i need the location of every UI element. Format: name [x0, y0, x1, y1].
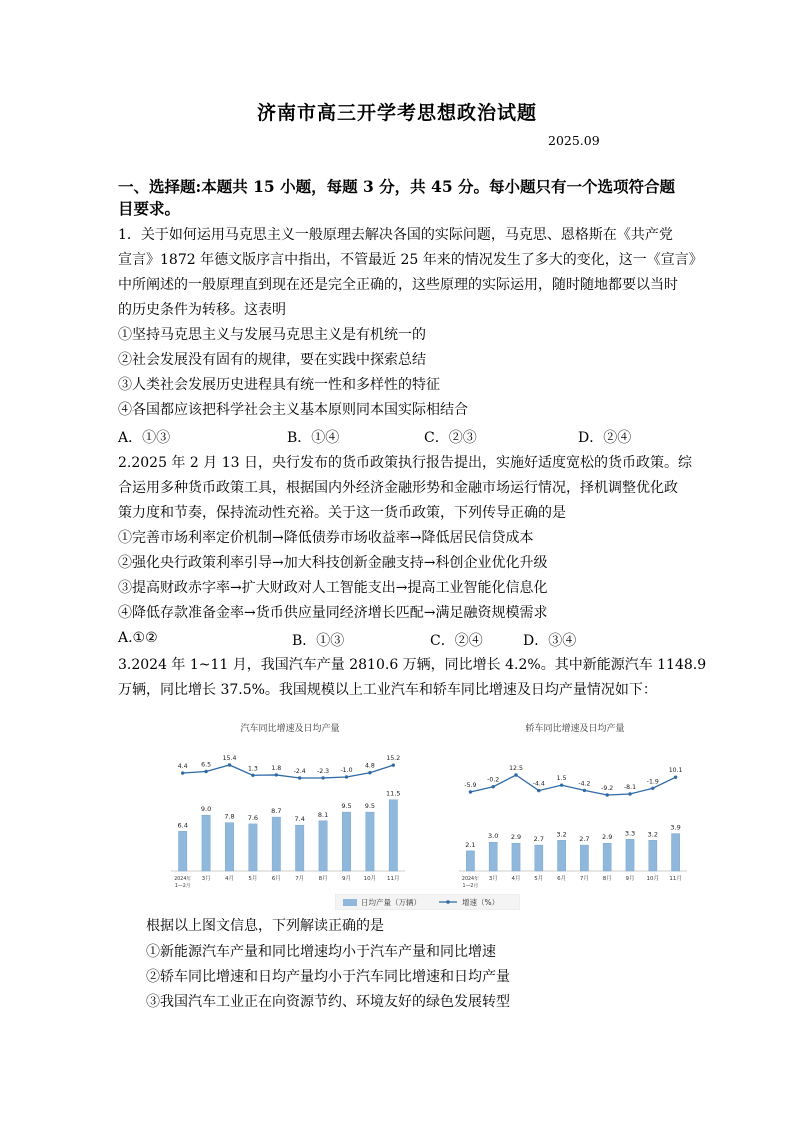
sedan-category-label: 8月: [602, 876, 612, 882]
sedan-category-label: 1—2月: [462, 884, 479, 889]
car-chart-title: 汽车同比增速及日均产量: [240, 724, 340, 734]
car-growth-label: 4.8: [364, 762, 375, 770]
sedan-growth-point: [469, 790, 472, 793]
car-bar: [202, 815, 210, 871]
car-category-label: 11月: [387, 876, 400, 882]
legend-line-marker: [446, 900, 450, 904]
sedan-growth-label: 12.5: [509, 765, 523, 772]
sedan-category-label: 10月: [646, 876, 660, 882]
car-bar: [319, 821, 327, 871]
section-heading-line-1: 一、选择题:本题共 15 小题，每题 3 分，共 45 分。每小题只有一个选项符合题: [118, 177, 676, 196]
sedan-growth-point: [651, 787, 654, 790]
q2-option-a: A.①②: [118, 630, 158, 646]
sedan-growth-label: -4.2: [578, 780, 591, 788]
sedan-growth-label: -0.2: [487, 776, 500, 784]
car-growth-label: 15.4: [222, 755, 237, 762]
legend-bar-swatch: [343, 899, 357, 906]
car-growth-label: 1.8: [271, 764, 282, 772]
q2-item-4: ④降低存款准备金率→货币供应量同经济增长匹配→满足融资规模需求: [118, 605, 548, 621]
car-bar: [366, 812, 374, 871]
legend-line-label: 增速（%）: [462, 898, 500, 907]
car-growth-point: [204, 770, 207, 773]
car-growth-label: 4.4: [177, 763, 188, 771]
q2-item-3: ③提高财政赤字率→扩大财政对人工智能支出→提高工业智能化信息化: [118, 580, 548, 596]
sedan-bar: [489, 842, 497, 871]
q2-option-b: B．①③: [292, 633, 345, 649]
q1-option-b: B．①④: [287, 430, 340, 446]
car-category-label: 7月: [295, 876, 305, 882]
car-bar-label: 9.5: [364, 802, 376, 811]
sedan-growth-point: [560, 783, 563, 786]
car-growth-output-chart: [165, 715, 415, 895]
car-category-label: 6月: [271, 876, 281, 882]
car-growth-point: [298, 776, 301, 779]
car-growth-line: [183, 762, 394, 778]
q3-line-2: 万辆，同比增长 37.5%。我国规模以上工业汽车和轿车同比增速及日均产量情况如下：: [118, 682, 657, 698]
sedan-growth-point: [606, 793, 609, 796]
car-growth-label: -1.0: [340, 766, 353, 774]
car-growth-label: 15.2: [386, 755, 401, 763]
q2-option-d: D．③④: [523, 633, 577, 649]
sedan-growth-output-chart: [455, 715, 695, 895]
q1-item-1: ①坚持马克思主义与发展马克思主义是有机统一的: [118, 327, 426, 343]
sedan-bar-label: 3.9: [670, 823, 681, 832]
q2-item-1: ①完善市场利率定价机制→降低债券市场收益率→降低居民信贷成本: [118, 530, 534, 546]
sedan-bar-label: 3.0: [488, 832, 499, 841]
exam-date: 2025.09: [548, 133, 600, 148]
q1-option-a: A．①③: [118, 430, 171, 446]
car-bar-label: 9.0: [200, 805, 212, 814]
q1-line-3: 中所阐述的一般原理直到现在还是完全正确的，这些原理的实际运用，随时随地都要以当时: [118, 277, 678, 293]
car-category-label: 1—2月: [174, 884, 191, 889]
sedan-category-label: 9月: [625, 876, 635, 882]
page-title: 济南市高三开学考思想政治试题: [256, 102, 537, 124]
sedan-bar-label: 2.9: [602, 833, 613, 842]
q1-item-2: ②社会发展没有固有的规律，要在实践中探索总结: [118, 352, 426, 368]
sedan-bar: [557, 840, 565, 871]
sedan-bar-label: 2.7: [533, 835, 544, 844]
q3-item-1: ①新能源汽车产量和同比增速均小于汽车产量和同比增速: [146, 944, 496, 960]
q2-option-c: C．②④: [430, 633, 483, 649]
sedan-category-label: 7月: [579, 876, 589, 882]
car-growth-point: [392, 763, 395, 766]
sedan-category-label: 2024年: [461, 877, 479, 882]
sedan-growth-label: -9.2: [601, 785, 614, 792]
sedan-category-label: 11月: [669, 876, 682, 882]
sedan-growth-line: [470, 775, 675, 795]
car-growth-label: 6.5: [201, 761, 212, 769]
car-category-label: 4月: [225, 876, 234, 882]
sedan-category-label: 5月: [534, 876, 544, 882]
car-category-label: 8月: [318, 876, 328, 882]
sedan-bar-label: 3.3: [624, 829, 636, 838]
car-bar-label: 9.5: [341, 802, 352, 811]
q1-line-4: 的历史条件为转移。这表明: [118, 302, 286, 318]
sedan-growth-point: [514, 773, 517, 776]
q1-item-3: ③人类社会发展历史进程具有统一性和多样性的特征: [118, 377, 440, 393]
car-growth-label: -2.3: [317, 767, 330, 775]
sedan-bar-label: 2.1: [465, 840, 476, 849]
car-bar: [272, 817, 280, 871]
section-heading: [118, 176, 678, 220]
legend-bar-label: 日均产量（万辆）: [361, 898, 421, 907]
sedan-bar: [512, 843, 520, 871]
car-bar: [178, 831, 186, 871]
q3-line-1: 3.2024 年 1~11 月，我国汽车产量 2810.6 万辆，同比增长 4.2%。其中新能源汽车 1148.9: [118, 657, 707, 673]
car-growth-point: [345, 775, 348, 778]
q2-item-2: ②强化央行政策利率引导→加大科技创新金融支持→科创企业优化升级: [118, 555, 548, 571]
sedan-bar-label: 3.2: [647, 830, 658, 839]
sedan-bar-label: 2.9: [510, 833, 522, 842]
sedan-growth-point: [492, 785, 495, 788]
q1-line-1: 1．关于如何运用马克思主义一般原理去解决各国的实际问题，马克思、恩格斯在《共产党: [118, 227, 673, 243]
q3-item-3: ③我国汽车工业正在向资源节约、环境友好的绿色发展转型: [146, 994, 510, 1010]
q2-line-3: 策力度和节奏，保持流动性充裕。关于这一货币政策，下列传导正确的是: [118, 505, 566, 521]
car-growth-point: [368, 771, 371, 774]
car-bar-label: 7.8: [224, 812, 235, 821]
sedan-growth-label: -4.4: [532, 780, 545, 788]
car-growth-point: [251, 774, 254, 777]
sedan-growth-label: -5.9: [464, 781, 477, 789]
sedan-category-label: 6月: [557, 876, 567, 882]
sedan-growth-point: [628, 792, 631, 795]
car-growth-point: [321, 776, 324, 779]
q2-line-2: 合运用多种货币政策工具，根据国内外经济金融形势和金融市场运行情况，择机调整优化政: [118, 480, 678, 496]
car-category-label: 2024年: [174, 877, 192, 882]
sedan-growth-point: [537, 789, 540, 792]
sedan-growth-label: -1.9: [646, 778, 659, 786]
sedan-bar: [580, 845, 588, 871]
car-growth-point: [228, 763, 231, 766]
car-bar: [225, 823, 233, 871]
section-heading-line-2: 目要求。: [118, 199, 181, 218]
sedan-growth-label: 10.1: [668, 767, 683, 775]
sedan-growth-point: [583, 789, 586, 792]
car-bar: [389, 800, 397, 871]
q3-prompt: 根据以上图文信息，下列解读正确的是: [146, 918, 384, 934]
car-growth-label: -2.4: [293, 768, 306, 775]
car-bar: [249, 824, 257, 871]
sedan-bar: [466, 851, 474, 871]
sedan-growth-label: -8.1: [623, 783, 637, 791]
sedan-bar-label: 3.2: [556, 830, 567, 839]
car-category-label: 9月: [342, 876, 351, 882]
q1-line-2: 宣言》1872 年德文版序言中指出，不管最近 25 年来的情况发生了多大的变化，这一《宣言》: [118, 252, 703, 268]
sedan-bar-label: 2.7: [579, 835, 590, 844]
sedan-category-label: 4月: [511, 876, 521, 882]
car-bar-label: 11.5: [386, 789, 401, 798]
sedan-chart-title: 轿车同比增速及日均产量: [525, 724, 625, 734]
q1-option-d: D．②④: [578, 430, 632, 446]
car-bar-label: 8.1: [317, 810, 329, 819]
car-bar: [295, 825, 303, 871]
sedan-bar: [535, 845, 543, 871]
car-growth-label: 1.3: [247, 765, 258, 773]
q1-option-c: C．②③: [424, 430, 477, 446]
car-bar-label: 7.4: [294, 815, 305, 824]
sedan-bar: [671, 834, 679, 871]
car-bar-label: 6.4: [177, 821, 188, 830]
sedan-category-label: 3月: [488, 876, 498, 882]
sedan-growth-label: 1.5: [556, 775, 567, 783]
car-category-label: 10月: [363, 876, 377, 882]
sedan-bar: [603, 843, 611, 871]
car-growth-point: [181, 771, 184, 774]
car-bar-label: 7.6: [247, 813, 259, 822]
q3-item-2: ②轿车同比增速和日均产量均小于汽车同比增速和日均产量: [146, 969, 510, 985]
chart-legend: [335, 894, 520, 910]
car-category-label: 3月: [201, 876, 211, 882]
sedan-bar: [649, 840, 657, 871]
car-bar-label: 8.7: [271, 807, 282, 816]
car-category-label: 5月: [248, 876, 258, 882]
q2-line-1: 2.2025 年 2 月 13 日，央行发布的货币政策执行报告提出，实施好适度宽松的货币政策。综: [118, 455, 692, 471]
car-bar: [342, 812, 350, 871]
sedan-growth-point: [674, 776, 677, 779]
q1-item-4: ④各国都应该把科学社会主义基本原则同本国实际相结合: [118, 402, 468, 418]
car-growth-point: [275, 773, 278, 776]
sedan-bar: [626, 839, 634, 871]
